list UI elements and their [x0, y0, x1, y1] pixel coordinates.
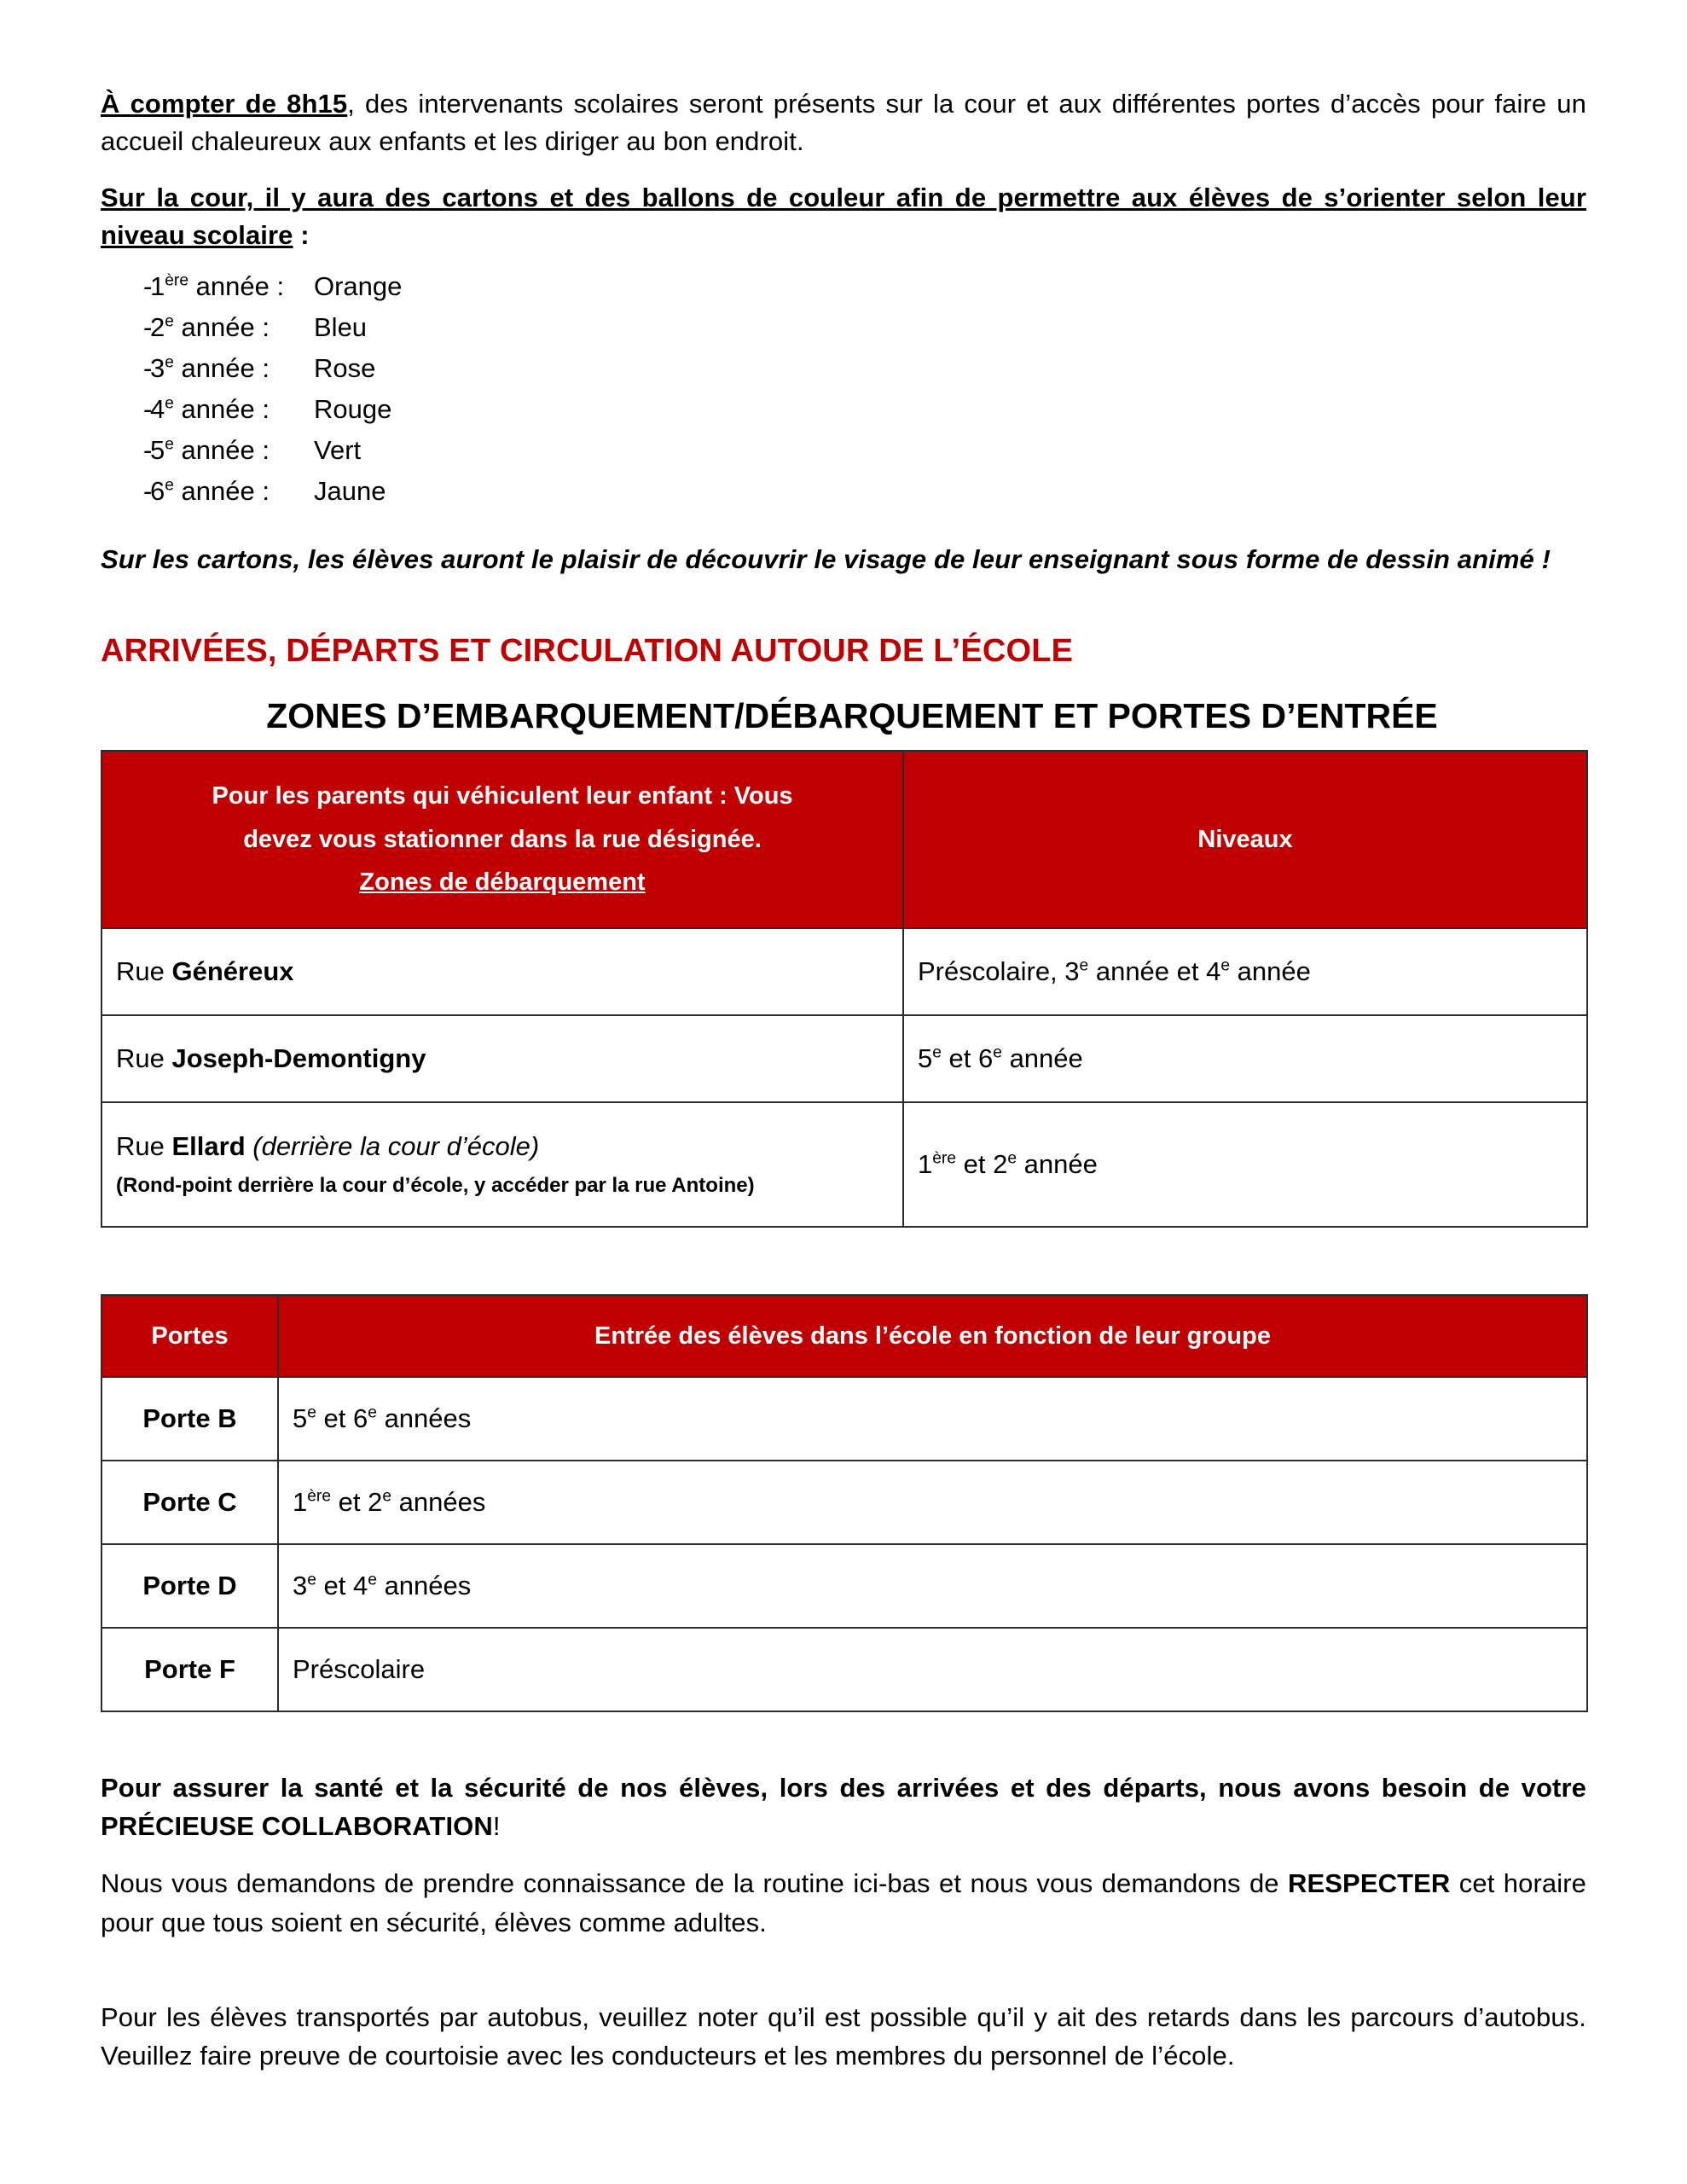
color-name: Vert [314, 435, 362, 466]
list-item [101, 355, 1586, 396]
levels-post: année [1017, 1148, 1098, 1179]
levels-mid: et 2 [956, 1148, 1008, 1179]
grade-number: 5 [150, 435, 165, 466]
grade-label [150, 476, 314, 507]
levels-ordinal-1: ère [932, 1149, 957, 1168]
list-item [101, 396, 1586, 437]
grade-rest: année : [173, 476, 270, 507]
porte-groups-cell [278, 1377, 1587, 1461]
courtyard-note-paragraph [101, 179, 1586, 254]
porte-name-cell: Porte C [101, 1461, 278, 1544]
list-dash: - [143, 394, 153, 425]
groups-ordinal-1: e [307, 1403, 316, 1422]
intro-paragraph [101, 85, 1586, 160]
grade-number: 1 [150, 271, 165, 302]
street-prefix: Rue [116, 1131, 172, 1162]
grade-ordinal-suffix: ère [165, 271, 189, 290]
courtyard-note-tail: : [293, 220, 310, 251]
collaboration-tail: ! [492, 1811, 501, 1842]
intro-lead-bold: À compter de 8h15 [101, 89, 348, 119]
groups-ordinal-1: e [307, 1571, 316, 1589]
levels-mid: et 6 [941, 1043, 994, 1073]
grade-ordinal-suffix: e [165, 435, 174, 454]
table-row [101, 1377, 1587, 1461]
respect-keyword: RESPECTER [1288, 1868, 1451, 1899]
collaboration-text: Pour assurer la santé et la sécurité de nos élèves, lors des arrivées et des départs, nous avons besoin de votre PRÉCIEUSE COLLABORATION [101, 1772, 1586, 1842]
porte-name-cell: Porte F [101, 1628, 278, 1711]
zones-table [101, 750, 1588, 1228]
zones-header-line1: Pour les parents qui véhiculent leur enfant : Vous [212, 781, 793, 810]
levels-post: année [1001, 1043, 1083, 1073]
grade-number: 3 [150, 353, 165, 384]
grade-ordinal-suffix: e [165, 476, 174, 495]
zones-levels-cell [903, 1102, 1587, 1227]
zones-street-cell [101, 1102, 903, 1227]
table-row [101, 1544, 1587, 1628]
table-row [101, 1015, 1587, 1102]
grade-rest: année : [173, 312, 270, 343]
list-item [101, 437, 1586, 478]
section-subheading-zones: ZONES D’EMBARQUEMENT/DÉBARQUEMENT ET PORTES D’ENTRÉE [266, 695, 1438, 735]
street-qualifier: (derrière la cour d’école) [245, 1131, 540, 1162]
table-row [101, 928, 1587, 1015]
cartoon-note-paragraph: Sur les cartons, les élèves auront le plaisir de découvrir le visage de leur enseignant sous forme de dessin animé ! [101, 544, 1551, 575]
street-name: Ellard [171, 1131, 246, 1162]
zones-header-line3-wrap [125, 861, 880, 904]
list-item [101, 478, 1586, 519]
list-item [101, 273, 1586, 314]
street-name: Joseph-Demontigny [171, 1043, 426, 1073]
intro-lead-rest: , des intervenants scolaires seront présents sur la cour et aux différentes portes d’accès pour faire un accueil chaleureux aux enfants et les diriger au bon endroit. [101, 89, 1586, 157]
groups-mid: et 4 [316, 1570, 368, 1600]
grade-label [150, 435, 314, 466]
list-item [101, 314, 1586, 355]
groups-post: années [391, 1486, 486, 1517]
color-name: Orange [314, 271, 403, 302]
zones-header-line2: devez vous stationner dans la rue désignée. [243, 825, 762, 853]
zones-levels-cell [903, 928, 1587, 1015]
levels-pre: Préscolaire, 3 [918, 956, 1080, 986]
list-dash: - [143, 271, 153, 302]
groups-pre: 3 [293, 1570, 308, 1600]
list-dash: - [143, 435, 153, 466]
spacer [101, 1960, 1586, 1998]
levels-pre: 1 [918, 1148, 933, 1179]
list-dash: - [143, 312, 153, 343]
grade-label [150, 312, 314, 343]
porte-name-cell: Porte D [101, 1544, 278, 1628]
portes-header-cell-doors: Portes [101, 1295, 278, 1377]
zones-levels-cell [903, 1015, 1587, 1102]
porte-groups-cell [278, 1628, 1587, 1711]
portes-table [101, 1294, 1588, 1712]
groups-pre: 1 [293, 1486, 308, 1517]
groups-ordinal-2: e [368, 1571, 377, 1589]
zones-header-cell-levels: Niveaux [903, 751, 1587, 928]
bus-paragraph: Pour les élèves transportés par autobus, veuillez noter qu’il est possible qu’il y ait des retards dans les parcours d’autobus. Veuillez faire preuve de courtoisie avec les conducteurs et les membres du personnel de l’école. [101, 2001, 1586, 2071]
street-prefix: Rue [116, 956, 172, 986]
zones-header-cell-instructions [101, 751, 903, 928]
portes-header-cell-groups: Entrée des élèves dans l’école en fonction de leur groupe [278, 1295, 1587, 1377]
grade-color-list [101, 273, 1586, 519]
groups-post: années [376, 1570, 472, 1600]
table-header-row [101, 1295, 1587, 1377]
porte-groups-cell [278, 1461, 1587, 1544]
color-name: Bleu [314, 312, 368, 343]
list-dash: - [143, 476, 153, 507]
grade-rest: année : [173, 435, 270, 466]
respect-pre: Nous vous demandons de prendre connaissance de la routine ici-bas et nous vous demandons de [101, 1868, 1289, 1899]
groups-ordinal-1: ère [307, 1487, 332, 1506]
porte-groups-cell [278, 1544, 1587, 1628]
porte-name-cell: Porte B [101, 1377, 278, 1461]
section-heading-arrivals: ARRIVÉES, DÉPARTS ET CIRCULATION AUTOUR DE L’ÉCOLE [101, 633, 1074, 670]
levels-mid: année et 4 [1088, 956, 1221, 986]
groups-post: années [376, 1403, 472, 1433]
levels-ordinal-2: e [993, 1043, 1002, 1062]
list-dash: - [143, 353, 153, 384]
levels-ordinal-2: e [1220, 956, 1231, 975]
levels-pre: 5 [918, 1043, 933, 1073]
groups-ordinal-2: e [368, 1403, 377, 1422]
street-prefix: Rue [116, 1043, 172, 1073]
levels-ordinal-1: e [932, 1043, 942, 1062]
table-row [101, 1461, 1587, 1544]
table-row [101, 1628, 1587, 1711]
zones-header-line3: Zones de débarquement [359, 868, 646, 897]
respect-post: cet horaire pour que tous soient en sécurité, élèves comme adultes. [101, 1868, 1586, 1937]
spacer [101, 1712, 1586, 1769]
groups-pre: Préscolaire [293, 1653, 426, 1684]
color-name: Jaune [314, 476, 386, 507]
grade-ordinal-suffix: e [165, 353, 174, 372]
levels-ordinal-2: e [1007, 1149, 1017, 1168]
zones-street-cell [101, 928, 903, 1015]
groups-ordinal-2: e [382, 1487, 392, 1506]
levels-ordinal-1: e [1079, 956, 1089, 975]
grade-label [150, 271, 314, 302]
levels-post: année [1230, 956, 1311, 986]
street-access-note: (Rond-point derrière la cour d’école, y accéder par la rue Antoine) [116, 1174, 755, 1198]
color-name: Rose [314, 353, 376, 384]
grade-rest: année : [173, 353, 270, 384]
table-row [101, 1102, 1587, 1227]
grade-number: 6 [150, 476, 165, 507]
courtyard-note-text: Sur la cour, il y aura des cartons et des ballons de couleur afin de permettre aux élèves de s’orienter selon leur niveau scolaire [101, 183, 1586, 251]
respect-schedule-paragraph [101, 1864, 1586, 1942]
groups-mid: et 6 [316, 1403, 368, 1433]
zones-street-cell [101, 1015, 903, 1102]
color-name: Rouge [314, 394, 392, 425]
grade-rest: année : [173, 394, 270, 425]
groups-mid: et 2 [331, 1486, 383, 1517]
collaboration-paragraph [101, 1769, 1586, 1846]
grade-label [150, 353, 314, 384]
grade-number: 4 [150, 394, 165, 425]
groups-pre: 5 [293, 1403, 308, 1433]
grade-rest: année : [188, 271, 285, 302]
table-header-row [101, 751, 1587, 928]
grade-label [150, 394, 314, 425]
street-name: Généreux [171, 956, 294, 986]
grade-number: 2 [150, 312, 165, 343]
grade-ordinal-suffix: e [165, 312, 174, 331]
grade-ordinal-suffix: e [165, 394, 174, 413]
